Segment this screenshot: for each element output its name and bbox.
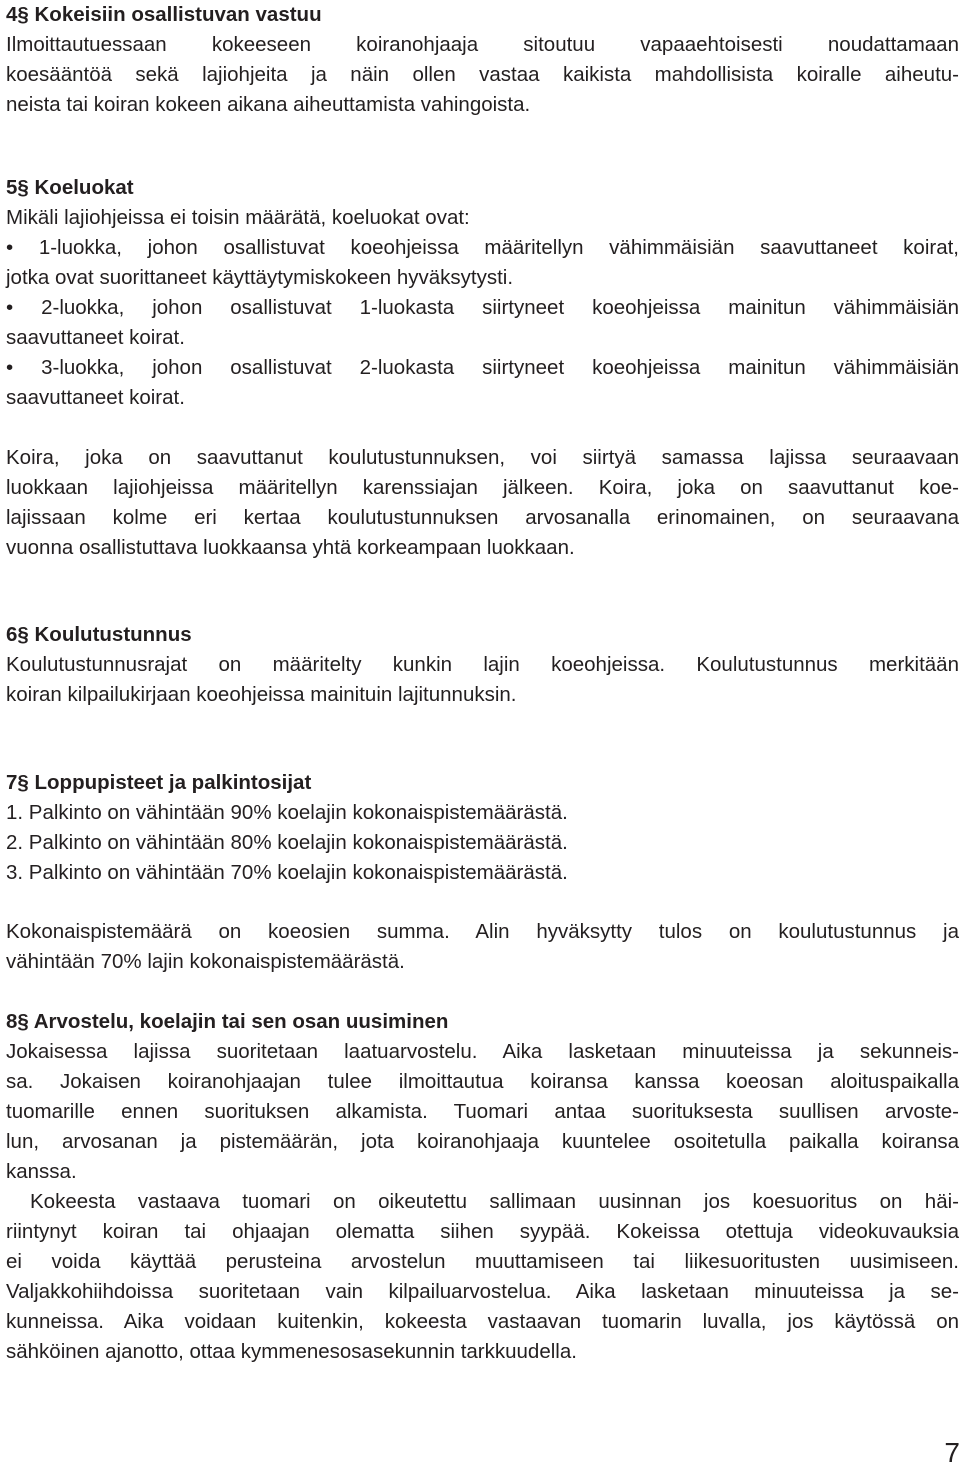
- section-5-paragraph: [6, 443, 959, 563]
- section-7-heading: 7§ Loppupisteet ja palkintosijat: [6, 771, 312, 794]
- text-line: vähintään 70% lajin kokonaispistemäärästä.: [6, 950, 405, 973]
- text-line: • 2-luokka, johon osallistuvat 1-luokasta siirtyneet koeohjeissa mainitun vähimmäisiän: [6, 296, 959, 319]
- section-4-paragraph: [6, 30, 959, 120]
- bullet-item-3: [6, 353, 959, 413]
- section-8-paragraph-2: [6, 1187, 959, 1367]
- prize-item: 2. Palkinto on vähintään 80% koelajin kokonaispistemäärästä.: [6, 831, 568, 854]
- section-5: [6, 173, 959, 413]
- text-line: neista tai koiran kokeen aikana aiheuttamista vahingoista.: [6, 93, 531, 116]
- text-line: koiran kilpailukirjaan koeohjeissa mainituin lajitunnuksin.: [6, 683, 517, 706]
- text-line: Jokaisessa lajissa suoritetaan laatuarvostelu. Aika lasketaan minuuteissa ja sekunneis-: [6, 1040, 959, 1063]
- bullet-item-2: [6, 293, 959, 353]
- text-line: kunneissa. Aika voidaan kuitenkin, kokeesta vastaavan tuomarin luvalla, jos käytössä on: [6, 1310, 959, 1333]
- text-line: Kokeesta vastaava tuomari on oikeutettu sallimaan uusinnan jos koesuoritus on häi-: [30, 1190, 959, 1213]
- section-8-paragraph-1: [6, 1037, 959, 1187]
- section-4-heading: 4§ Kokeisiin osallistuvan vastuu: [6, 3, 322, 26]
- section-7-paragraph: [6, 917, 959, 977]
- text-line: koesääntöä sekä lajiohjeita ja näin ollen vastaa kaikista mahdollisista koiralle aiheutu-: [6, 63, 959, 86]
- text-line: luokkaan lajiohjeissa määritellyn karenssiajan jälkeen. Koira, joka on saavuttanut koe-: [6, 476, 959, 499]
- page-number: 7: [944, 1437, 960, 1468]
- text-line: Kokonaispistemäärä on koeosien summa. Alin hyväksytty tulos on koulutustunnus ja: [6, 920, 959, 943]
- text-line: • 1-luokka, johon osallistuvat koeohjeissa määritellyn vähimmäisiän saavuttaneet koirat,: [6, 236, 959, 259]
- section-6-heading: 6§ Koulutustunnus: [6, 623, 192, 646]
- text-line: riintynyt koiran tai ohjaajan olematta siihen syypää. Kokeissa otettuja videokuvauksia: [6, 1220, 959, 1243]
- section-4: [6, 0, 959, 120]
- text-line: ei voida käyttää perusteina arvostelun muuttamiseen tai liikesuoritusten uusimiseen.: [6, 1250, 959, 1273]
- text-line: lun, arvosanan ja pistemäärän, jota koiranohjaaja kuuntelee osoitetulla paikalla koiransa: [6, 1130, 959, 1153]
- text-line: lajissaan kolme eri kertaa koulutustunnuksen arvosanalla erinomainen, on seuraavana: [6, 506, 959, 529]
- text-line: vuonna osallistuttava luokkaansa yhtä korkeampaan luokkaan.: [6, 536, 575, 559]
- section-8-heading: 8§ Arvostelu, koelajin tai sen osan uusiminen: [6, 1010, 449, 1033]
- text-line: tuomarille ennen suorituksen alkamista. Tuomari antaa suorituksesta suullisen arvoste-: [6, 1100, 959, 1123]
- section-6: [6, 620, 959, 710]
- text-line: kanssa.: [6, 1160, 77, 1183]
- text-line: saavuttaneet koirat.: [6, 386, 185, 409]
- bullet-item-1: [6, 233, 959, 293]
- text-line: saavuttaneet koirat.: [6, 326, 185, 349]
- text-line: Koulutustunnusrajat on määritelty kunkin lajin koeohjeissa. Koulutustunnus merkitään: [6, 653, 959, 676]
- text-line: • 3-luokka, johon osallistuvat 2-luokasta siirtyneet koeohjeissa mainitun vähimmäisiän: [6, 356, 959, 379]
- text-line: jotka ovat suorittaneet käyttäytymiskokeen hyväksytysti.: [6, 266, 514, 289]
- text-line: sähköinen ajanotto, ottaa kymmenesosasekunnin tarkkuudella.: [6, 1340, 577, 1363]
- text-line: Ilmoittautuessaan kokeeseen koiranohjaaja sitoutuu vapaaehtoisesti noudattamaan: [6, 33, 959, 56]
- text-line: Koira, joka on saavuttanut koulutustunnuksen, voi siirtyä samassa lajissa seuraavaan: [6, 446, 959, 469]
- prize-item: 3. Palkinto on vähintään 70% koelajin kokonaispistemäärästä.: [6, 861, 568, 884]
- prize-item: 1. Palkinto on vähintään 90% koelajin kokonaispistemäärästä.: [6, 801, 568, 824]
- section-5-intro: Mikäli lajiohjeissa ei toisin määrätä, koeluokat ovat:: [6, 206, 470, 229]
- text-line: Valjakkohiihdoissa suoritetaan vain kilpailuarvostelua. Aika lasketaan minuuteissa ja se-: [6, 1280, 959, 1303]
- text-line: sa. Jokaisen koiranohjaajan tulee ilmoittautua koiransa kanssa koeosan aloituspaikalla: [6, 1070, 959, 1093]
- section-7: [6, 768, 959, 888]
- section-5-heading: 5§ Koeluokat: [6, 176, 134, 199]
- section-8: [6, 1007, 959, 1367]
